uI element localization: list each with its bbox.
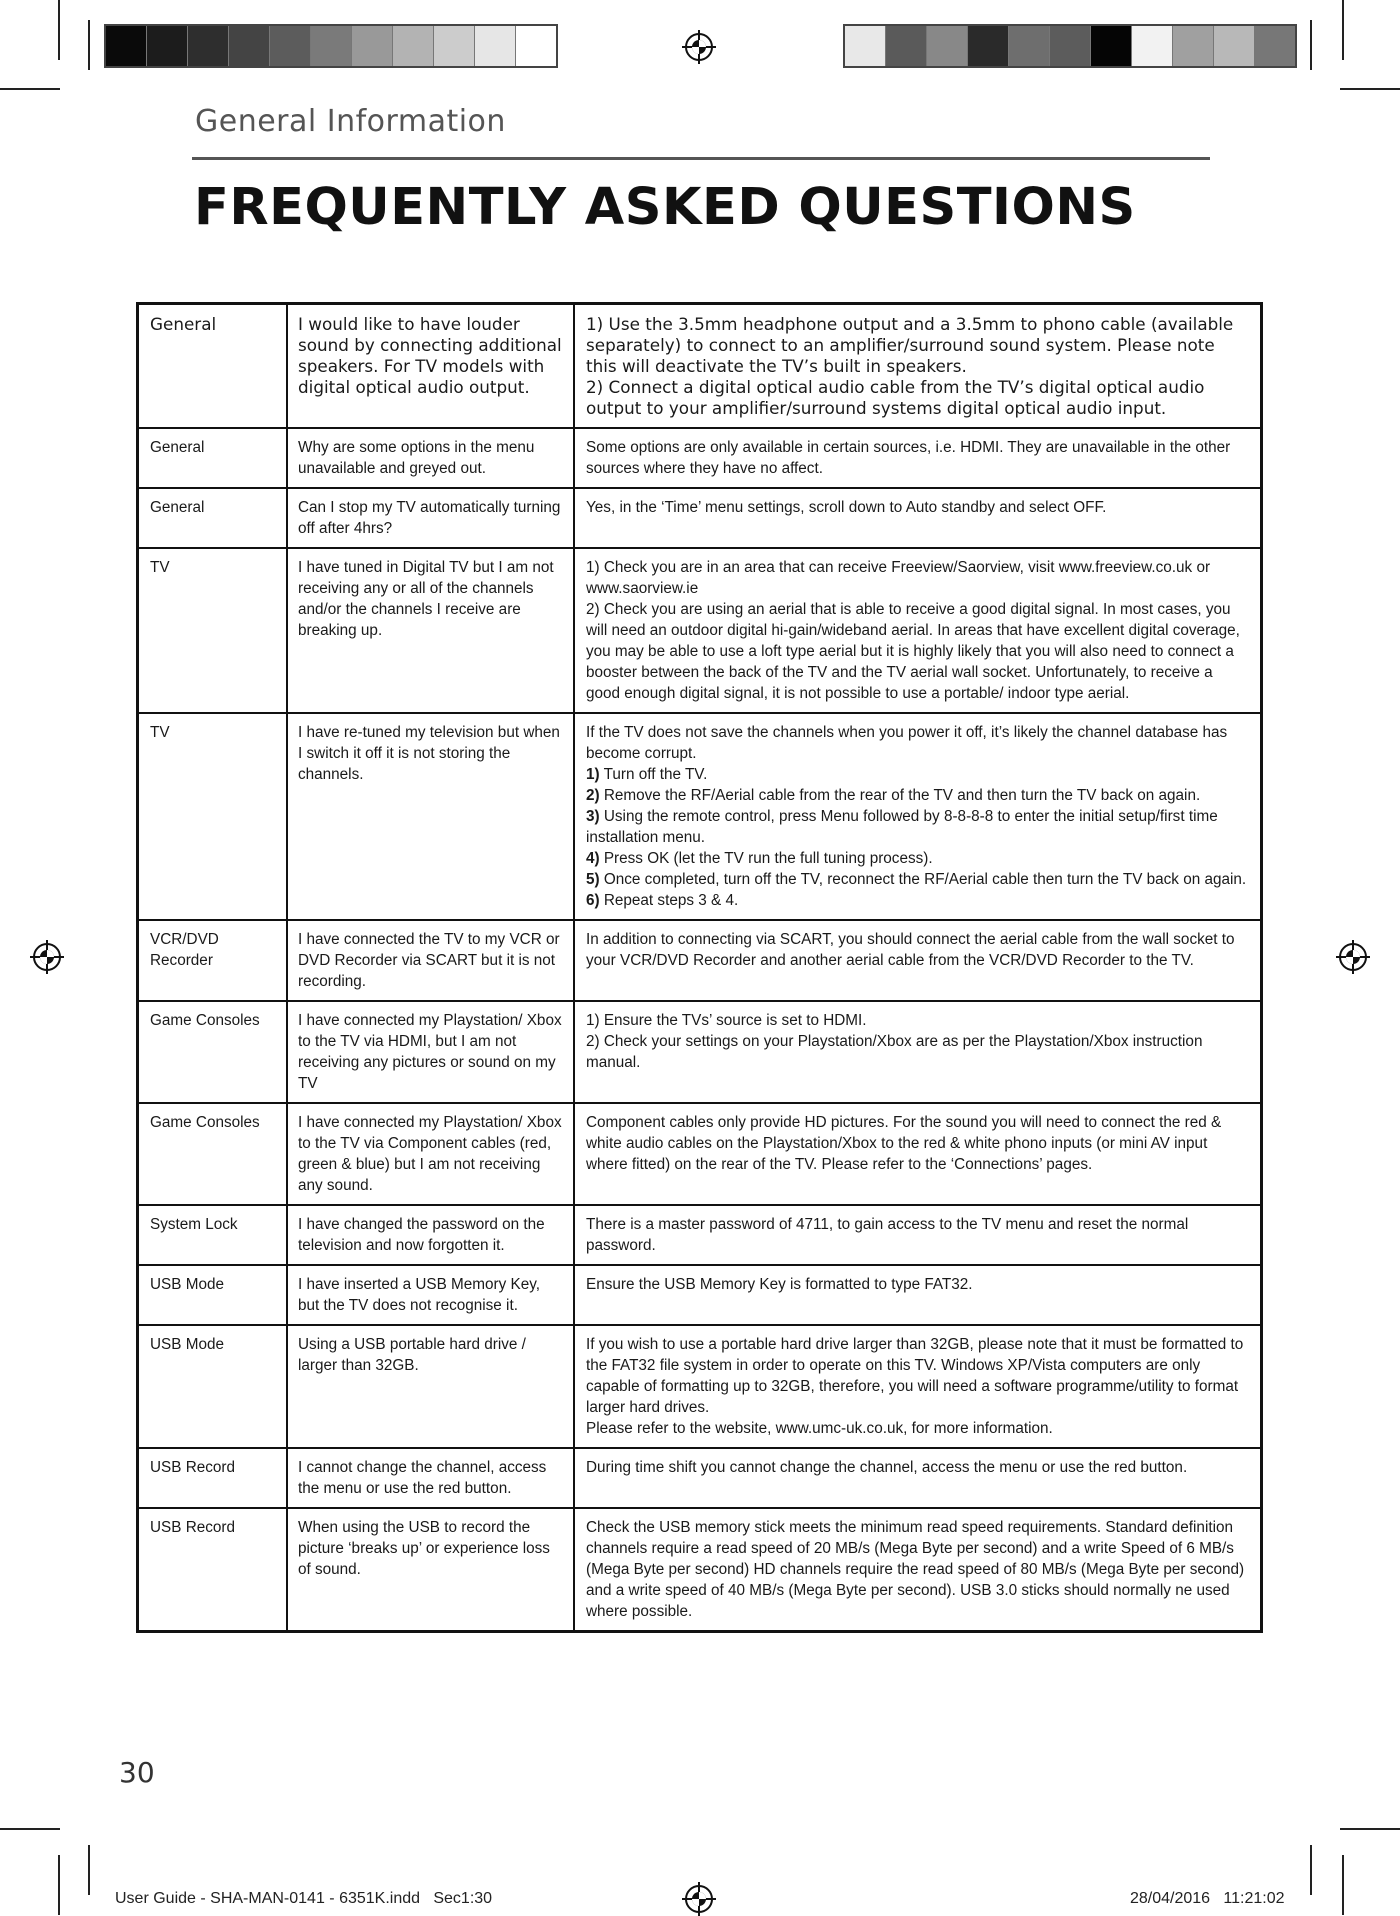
faq-question: I have connected my Playstation/ Xbox to the TV via Component cables (red, green & blue) but I am not receiving any sound. <box>287 1103 574 1205</box>
print-file-info: User Guide - SHA-MAN-0141 - 6351K.indd Sec1:30 <box>115 1890 493 1907</box>
crop-mark <box>0 1828 60 1830</box>
faq-question: I have tuned in Digital TV but I am not receiving any or all of the channels and/or the channels I receive are breaking up. <box>287 548 574 713</box>
faq-row <box>138 1205 1262 1265</box>
faq-question: I cannot change the channel, access the menu or use the red button. <box>287 1448 574 1508</box>
step-number: 4) <box>586 850 600 867</box>
faq-answer-line: Component cables only provide HD pictures. For the sound you will need to connect the red & white audio cables on the Playstation/Xbox to the red & white phono inputs (or mini AV input where fitted) on the rear of the TV. Please refer to the ‘Connections’ pages. <box>586 1114 1222 1173</box>
faq-category: Game Consoles <box>138 1103 288 1205</box>
faq-question: Using a USB portable hard drive / larger than 32GB. <box>287 1325 574 1448</box>
color-swatch <box>311 26 352 66</box>
color-swatch <box>886 26 927 66</box>
faq-row <box>138 1325 1262 1448</box>
faq-row <box>138 304 1262 429</box>
faq-answer-line: 1) Use the 3.5mm headphone output and a 3.5mm to phono cable (available separately) to connect to an amplifier/surround sound system. Please note this will deactivate the TV’s built in speakers. <box>586 314 1234 376</box>
color-swatch <box>968 26 1009 66</box>
crop-mark <box>1310 1845 1312 1895</box>
color-swatch <box>1132 26 1173 66</box>
crop-mark <box>1342 1855 1344 1915</box>
faq-answer <box>574 1001 1262 1103</box>
color-swatch <box>1050 26 1091 66</box>
faq-answer-step <box>586 806 1250 848</box>
faq-row <box>138 1508 1262 1632</box>
faq-category: Game Consoles <box>138 1001 288 1103</box>
registration-mark-icon <box>682 30 716 64</box>
faq-answer-line: If you wish to use a portable hard drive larger than 32GB, please note that it must be formatted to the FAT32 file system in order to operate on this TV. Windows XP/Vista computers are only capable of formatting up to 32GB, therefore, you will need a software programme/utility to format larger hard drives. <box>586 1336 1244 1416</box>
faq-row <box>138 1103 1262 1205</box>
faq-answer <box>574 1265 1262 1325</box>
faq-category: USB Record <box>138 1508 288 1632</box>
color-swatch <box>927 26 968 66</box>
faq-answer <box>574 1325 1262 1448</box>
faq-answer-line: 2) Check your settings on your Playstation/Xbox are as per the Playstation/Xbox instruction manual. <box>586 1033 1203 1071</box>
faq-category: USB Record <box>138 1448 288 1508</box>
color-swatch <box>1173 26 1214 66</box>
color-swatch <box>475 26 516 66</box>
step-number: 1) <box>586 766 600 783</box>
color-swatch <box>516 26 556 66</box>
faq-answer <box>574 488 1262 548</box>
faq-category: TV <box>138 548 288 713</box>
faq-question: Can I stop my TV automatically turning off after 4hrs? <box>287 488 574 548</box>
color-swatch <box>434 26 475 66</box>
color-swatch <box>229 26 270 66</box>
registration-mark-icon <box>1336 940 1370 974</box>
faq-row <box>138 920 1262 1001</box>
faq-answer-line: Ensure the USB Memory Key is formatted to type FAT32. <box>586 1276 973 1293</box>
registration-mark-icon <box>30 940 64 974</box>
print-date-info: 28/04/2016 11:21:02 <box>1130 1890 1285 1907</box>
faq-answer <box>574 428 1262 488</box>
faq-answer-line: Check the USB memory stick meets the minimum read speed requirements. Standard definition channels require a read speed of 20 MB/s (Mega Byte per second) and a write Speed of 6 MB/s (Mega Byte per second) HD channels require the read speed of 80 MB/s (Mega Byte per second) and a write speed of 40 MB/s (Mega Byte per second). USB 3.0 sticks should normally ne used where possible. <box>586 1519 1245 1620</box>
faq-answer-line: In addition to connecting via SCART, you should connect the aerial cable from the wall socket to your VCR/DVD Recorder and another aerial cable from the VCR/DVD Recorder to the TV. <box>586 931 1235 969</box>
registration-mark-icon <box>682 1882 716 1916</box>
faq-answer-step <box>586 848 1250 869</box>
faq-answer-line: There is a master password of 4711, to gain access to the TV menu and reset the normal password. <box>586 1216 1189 1254</box>
faq-answer <box>574 304 1262 429</box>
color-calibration-strip-left <box>104 24 558 68</box>
faq-category: TV <box>138 713 288 920</box>
color-swatch <box>845 26 886 66</box>
faq-answer-step <box>586 764 1250 785</box>
crop-mark <box>88 1845 90 1895</box>
faq-answer-line: During time shift you cannot change the channel, access the menu or use the red button. <box>586 1459 1188 1476</box>
faq-question: Why are some options in the menu unavailable and greyed out. <box>287 428 574 488</box>
faq-question: I have changed the password on the television and now forgotten it. <box>287 1205 574 1265</box>
crop-mark <box>58 0 60 60</box>
step-text: Press OK (let the TV run the full tuning process). <box>603 850 933 867</box>
color-swatch <box>1255 26 1295 66</box>
faq-answer <box>574 713 1262 920</box>
color-swatch <box>270 26 311 66</box>
faq-answer-line: 1) Check you are in an area that can receive Freeview/Saorview, visit www.freeview.co.uk or www.saorview.ie <box>586 559 1211 597</box>
faq-category: General <box>138 428 288 488</box>
faq-answer-step <box>586 785 1250 806</box>
faq-question: I have connected my Playstation/ Xbox to the TV via HDMI, but I am not receiving any pictures or sound on my TV <box>287 1001 574 1103</box>
step-number: 6) <box>586 892 600 909</box>
faq-question: I would like to have louder sound by connecting additional speakers. For TV models with digital optical audio output. <box>287 304 574 429</box>
crop-mark <box>1340 1828 1400 1830</box>
faq-question: When using the USB to record the picture ‘breaks up’ or experience loss of sound. <box>287 1508 574 1632</box>
faq-answer <box>574 1448 1262 1508</box>
faq-table-body <box>138 304 1262 1632</box>
faq-row <box>138 713 1262 920</box>
faq-row <box>138 488 1262 548</box>
crop-mark <box>88 20 90 70</box>
page-title: FREQUENTLY ASKED QUESTIONS <box>194 178 1136 237</box>
color-swatch <box>188 26 229 66</box>
faq-row <box>138 548 1262 713</box>
step-number: 2) <box>586 787 600 804</box>
faq-row <box>138 1001 1262 1103</box>
step-text: Repeat steps 3 & 4. <box>603 892 739 909</box>
step-number: 3) <box>586 808 600 825</box>
faq-row <box>138 1448 1262 1508</box>
crop-mark <box>58 1855 60 1915</box>
section-divider <box>192 157 1210 160</box>
faq-answer <box>574 1205 1262 1265</box>
faq-answer-line: 1) Ensure the TVs’ source is set to HDMI. <box>586 1012 867 1029</box>
faq-category: VCR/DVD Recorder <box>138 920 288 1001</box>
step-text: Once completed, turn off the TV, reconnect the RF/Aerial cable then turn the TV back on again. <box>603 871 1247 888</box>
color-swatch <box>106 26 147 66</box>
step-number: 5) <box>586 871 600 888</box>
faq-answer-line: 2) Check you are using an aerial that is able to receive a good digital signal. In most cases, you will need an outdoor digital hi-gain/wideband aerial. In areas that have excellent digital coverage, you may be able to use a loft type aerial but it is highly likely that you will also need to connect a booster between the back of the TV and the TV aerial wall socket. Unfortunately, to receive a good enough digital signal, it is not possible to use a portable/ indoor type aerial. <box>586 601 1240 702</box>
faq-answer-intro: If the TV does not save the channels when you power it off, it’s likely the channel database has become corrupt. <box>586 724 1228 762</box>
color-calibration-strip-right <box>843 24 1297 68</box>
crop-mark <box>1310 20 1312 70</box>
faq-answer-step <box>586 890 1250 911</box>
color-swatch <box>1009 26 1050 66</box>
faq-category: General <box>138 488 288 548</box>
color-swatch <box>393 26 434 66</box>
faq-question: I have re-tuned my television but when I switch it off it is not storing the channels. <box>287 713 574 920</box>
faq-answer <box>574 548 1262 713</box>
faq-row <box>138 1265 1262 1325</box>
faq-question: I have inserted a USB Memory Key, but the TV does not recognise it. <box>287 1265 574 1325</box>
color-swatch <box>147 26 188 66</box>
color-swatch <box>352 26 393 66</box>
faq-table <box>136 302 1263 1633</box>
faq-answer-line: Please refer to the website, www.umc-uk.co.uk, for more information. <box>586 1420 1053 1437</box>
section-label: General Information <box>195 104 506 139</box>
crop-mark <box>1342 0 1344 60</box>
crop-mark <box>0 88 60 90</box>
faq-answer-line: Some options are only available in certain sources, i.e. HDMI. They are unavailable in the other sources where they have no affect. <box>586 439 1231 477</box>
color-swatch <box>1091 26 1132 66</box>
faq-row <box>138 428 1262 488</box>
faq-question: I have connected the TV to my VCR or DVD Recorder via SCART but it is not recording. <box>287 920 574 1001</box>
faq-category: USB Mode <box>138 1325 288 1448</box>
faq-category: System Lock <box>138 1205 288 1265</box>
step-text: Remove the RF/Aerial cable from the rear of the TV and then turn the TV back on again. <box>603 787 1201 804</box>
faq-answer-line: Yes, in the ‘Time’ menu settings, scroll down to Auto standby and select OFF. <box>586 499 1107 516</box>
page-number: 30 <box>119 1756 155 1789</box>
step-text: Turn off the TV. <box>603 766 708 783</box>
faq-answer-line: 2) Connect a digital optical audio cable from the TV’s digital optical audio output to your amplifier/surround systems digital optical audio input. <box>586 377 1205 418</box>
faq-answer-step <box>586 869 1250 890</box>
color-swatch <box>1214 26 1255 66</box>
crop-mark <box>1340 88 1400 90</box>
faq-answer <box>574 1508 1262 1632</box>
faq-answer <box>574 1103 1262 1205</box>
faq-category: USB Mode <box>138 1265 288 1325</box>
faq-category: General <box>138 304 288 429</box>
faq-answer <box>574 920 1262 1001</box>
step-text: Using the remote control, press Menu followed by 8-8-8-8 to enter the initial setup/first time installation menu. <box>586 808 1218 846</box>
